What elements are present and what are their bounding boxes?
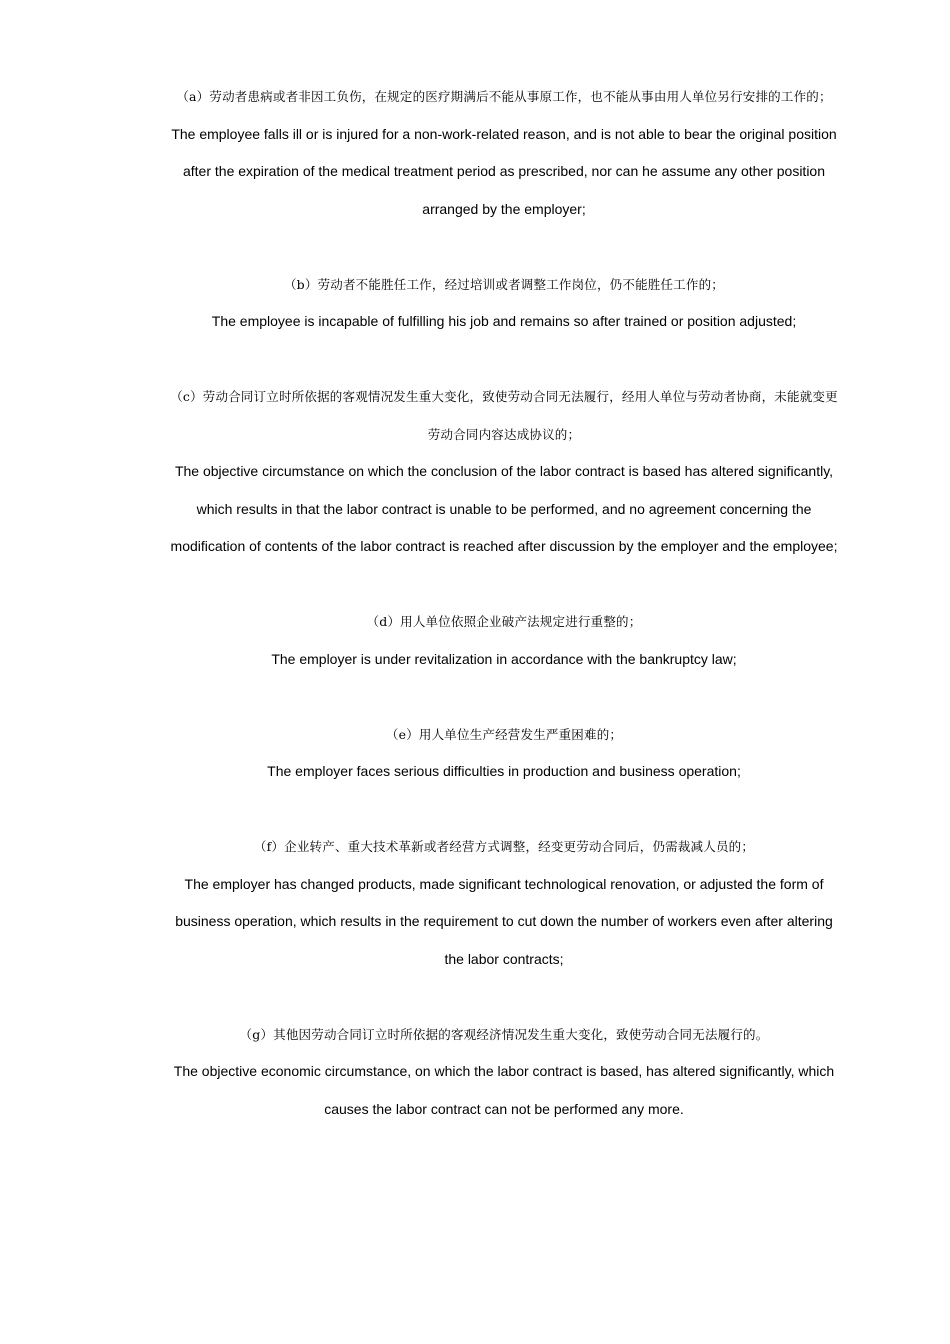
clause-g bbox=[170, 1016, 838, 1129]
clause-d-english: The employer is under revitalization in accordance with the bankruptcy law; bbox=[271, 650, 737, 667]
clause-f-chinese: （f）企业转产、重大技术革新或者经营方式调整，经变更劳动合同后，仍需裁减人员的； bbox=[253, 839, 755, 854]
clause-f-english: The employer has changed products, made significant technological renovation, or adjusted the form of business operation, which results in the requirement to cut down the number of workers even after altering the labor contracts; bbox=[175, 875, 833, 967]
clause-b bbox=[170, 266, 838, 341]
clause-g-chinese: （g）其他因劳动合同订立时所依据的客观经济情况发生重大变化，致使劳动合同无法履行的。 bbox=[239, 1026, 769, 1042]
document-page bbox=[170, 78, 838, 1166]
clause-e bbox=[170, 716, 838, 791]
clause-c-chinese: （c）劳动合同订立时所依据的客观情况发生重大变化，致使劳动合同无法履行，经用人单位与劳动者协商，未能就变更劳动合同内容达成协议的； bbox=[170, 389, 838, 442]
clause-d bbox=[170, 603, 838, 678]
clause-b-english: The employee is incapable of fulfilling his job and remains so after trained or position adjusted; bbox=[211, 313, 797, 329]
clause-a bbox=[170, 78, 838, 228]
clause-e-english: The employer faces serious difficulties in production and business operation; bbox=[267, 763, 741, 779]
clause-c bbox=[170, 378, 838, 566]
clause-d-chinese: （d）用人单位依照企业破产法规定进行重整的； bbox=[366, 614, 642, 629]
clause-c-english: The objective circumstance on which the conclusion of the labor contract is based has altered significantly, which results in that the labor contract is unable to be performed, and no agreement concerning the modification of contents of the labor contract is reached after discussion by the employer and the employee; bbox=[170, 463, 838, 554]
clause-b-chinese: （b）劳动者不能胜任工作，经过培训或者调整工作岗位，仍不能胜任工作的； bbox=[283, 276, 724, 292]
clause-g-english: The objective economic circumstance, on which the labor contract is based, has altered significantly, which causes the labor contract can not be performed any more. bbox=[173, 1063, 835, 1117]
clause-f bbox=[170, 828, 838, 978]
clause-e-chinese: （e）用人单位生产经营发生严重困难的； bbox=[385, 726, 623, 742]
clause-a-chinese: （a）劳动者患病或者非因工负伤，在规定的医疗期满后不能从事原工作，也不能从事由用人单位另行安排的工作的； bbox=[176, 89, 832, 104]
clause-a-english: The employee falls ill or is injured for a non-work-related reason, and is not able to bear the original position after the expiration of the medical treatment period as prescribed, nor can he assume any other position arranged by the employer; bbox=[171, 125, 837, 217]
